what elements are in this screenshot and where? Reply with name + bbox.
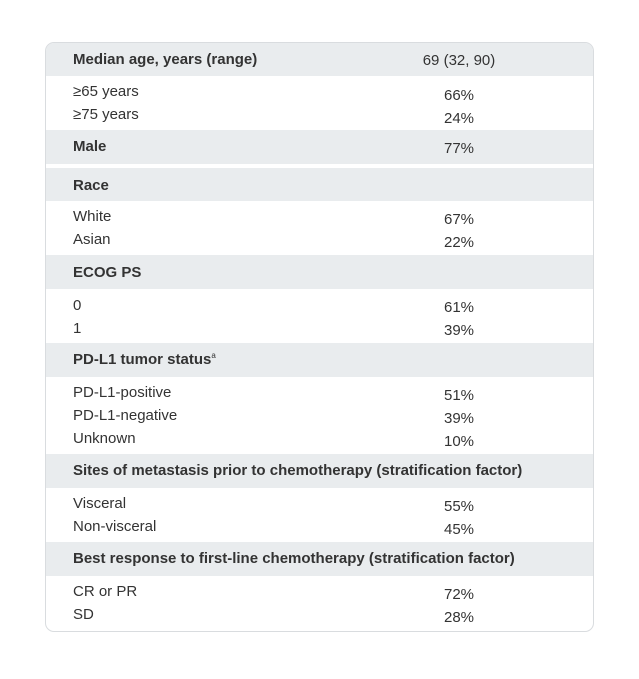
table-section-header (46, 130, 593, 164)
row-value: 66% (443, 87, 475, 104)
row-value: 24% (443, 110, 475, 127)
table-section-header (46, 168, 593, 201)
row-value: 45% (443, 521, 475, 538)
row-label: Unknown (73, 430, 136, 447)
footnote-marker: a (211, 351, 216, 360)
row-value: 55% (443, 498, 475, 515)
table-section-header (46, 542, 593, 576)
row-label: 0 (73, 297, 82, 314)
row-label: PD-L1-positive (73, 384, 172, 401)
table-section-header (46, 454, 593, 488)
table-section-header (46, 343, 593, 377)
row-label: Visceral (73, 495, 127, 512)
header-label: Median age, years (range) (73, 51, 258, 68)
table-section-header (46, 255, 593, 289)
row-label: SD (73, 606, 94, 623)
row-value: 61% (443, 299, 475, 316)
row-label: White (73, 208, 112, 225)
header-label: Male (73, 138, 107, 155)
table-section-header (46, 43, 593, 76)
row-value: 22% (443, 234, 475, 251)
row-value: 67% (443, 211, 475, 228)
table-group (46, 377, 593, 454)
row-value: 39% (443, 322, 475, 339)
header-label: ECOG PS (73, 264, 142, 281)
row-label: 1 (73, 320, 82, 337)
header-label-text: PD-L1 tumor status (73, 351, 212, 368)
header-label (73, 351, 216, 368)
row-label: CR or PR (73, 583, 138, 600)
row-value: 39% (443, 410, 475, 427)
row-label: ≥65 years (73, 83, 139, 100)
row-value: 72% (443, 586, 475, 603)
row-label: Asian (73, 231, 111, 248)
row-value: 51% (443, 387, 475, 404)
table-group (46, 76, 593, 130)
row-label: Non-visceral (73, 518, 157, 535)
header-value: 77% (443, 140, 475, 157)
header-label: Sites of metastasis prior to chemotherapy (stratification factor) (73, 462, 523, 479)
header-label: Best response to first-line chemotherapy (stratification factor) (73, 550, 515, 567)
header-value: 69 (32, 90) (422, 52, 496, 69)
row-value: 10% (443, 433, 475, 450)
table-group (46, 201, 593, 255)
header-label: Race (73, 177, 109, 194)
baseline-characteristics-table (45, 42, 594, 632)
table-group (46, 576, 593, 631)
row-label: ≥75 years (73, 106, 139, 123)
table-group (46, 488, 593, 542)
row-value: 28% (443, 609, 475, 626)
row-label: PD-L1-negative (73, 407, 178, 424)
table-group (46, 289, 593, 343)
